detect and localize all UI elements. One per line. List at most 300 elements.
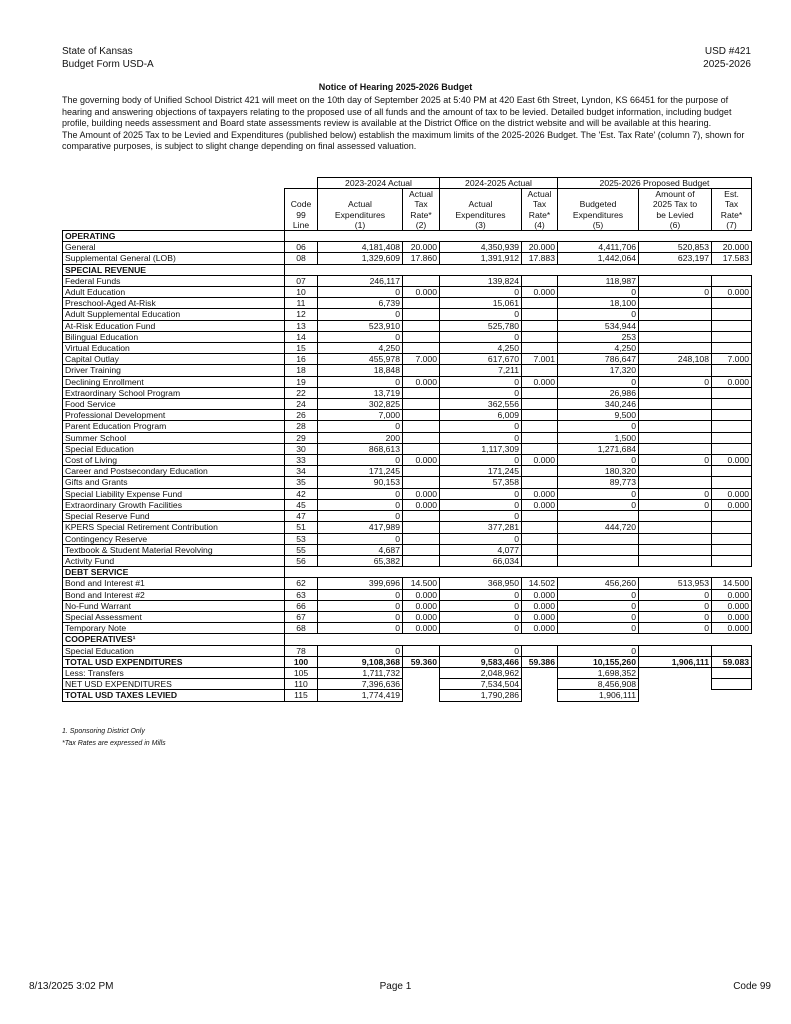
col-4-cell [522,298,558,309]
col-2-cell: 0.000 [403,376,440,387]
fund-label: Bond and Interest #1 [63,578,285,589]
table-row [63,242,752,253]
form-header-right [703,45,751,71]
col-6-cell: 0 [639,589,712,600]
fund-label: Professional Development [63,410,285,421]
col-4-cell [522,275,558,286]
col-5-cell: 253 [558,331,639,342]
net-expenditures-row [63,679,752,690]
code-cell: 07 [285,275,318,286]
col-4-cell [522,320,558,331]
fund-label: Virtual Education [63,343,285,354]
col-1-cell: 0 [318,623,403,634]
code-cell: 22 [285,387,318,398]
transfers-label: Less: Transfers [63,667,285,678]
col-4-cell: 20.000 [522,242,558,253]
col-5-cell [558,533,639,544]
col-7-cell [712,343,752,354]
col-2-cell [403,511,440,522]
fund-label: Temporary Note [63,623,285,634]
col-5-cell: 89,773 [558,477,639,488]
footnote-2: *Tax Rates are expressed in Mills [62,740,166,747]
col-6-cell: 0 [639,499,712,510]
col-3-cell: 4,077 [440,544,522,555]
header-group-row [63,178,752,189]
table-row [63,589,752,600]
col-5-cell: 4,250 [558,343,639,354]
col-6-cell [639,331,712,342]
table-row [63,365,752,376]
fund-label: Special Education [63,443,285,454]
col-4-cell [522,432,558,443]
col-4-cell: 7.001 [522,354,558,365]
col-5-cell: 1,271,684 [558,443,639,454]
table-row [63,511,752,522]
col-7-cell [712,522,752,533]
col-4-cell [522,421,558,432]
col-5-cell: 0 [558,499,639,510]
col-1-cell: 7,000 [318,410,403,421]
col-2-cell [403,320,440,331]
col-3-cell: 525,780 [440,320,522,331]
col-7-cell: 0.000 [712,589,752,600]
col-3-cell: 0 [440,421,522,432]
fund-label: Summer School [63,432,285,443]
col-1-cell: 0 [318,499,403,510]
col-7-cell [712,466,752,477]
col-6-cell [639,466,712,477]
col-2-cell [403,309,440,320]
col-7-cell [712,544,752,555]
col-1-cell: 6,739 [318,298,403,309]
fund-label: Career and Postsecondary Education [63,466,285,477]
col-1-cell: 0 [318,511,403,522]
col-1-cell: 65,382 [318,555,403,566]
col-1-cell: 0 [318,611,403,622]
code-cell: 34 [285,466,318,477]
code-cell: 33 [285,455,318,466]
col-2-cell [403,544,440,555]
col-4-cell [522,343,558,354]
col-2-cell: 0.000 [403,623,440,634]
col-7-cell [712,432,752,443]
col-7-cell [712,399,752,410]
col-7-cell [712,309,752,320]
col-3-cell: 4,350,939 [440,242,522,253]
col-1-cell: 0 [318,376,403,387]
col-6-cell [639,399,712,410]
col-2-cell: 0.000 [403,600,440,611]
col-6-header: Amount of 2025 Tax to be Levied (6) [639,189,712,231]
table-row [63,600,752,611]
code-cell: 115 [285,690,318,701]
fund-label: Contingency Reserve [63,533,285,544]
col-3-cell: 66,034 [440,555,522,566]
col-7-cell [712,387,752,398]
section-label: COOPERATIVES¹ [63,634,285,645]
col-7-cell [712,555,752,566]
col-4-cell [522,399,558,410]
col-6-cell [639,320,712,331]
table-row [63,343,752,354]
col-5-cell: 17,320 [558,365,639,376]
col-3-cell: 0 [440,387,522,398]
col-5-cell: 1,500 [558,432,639,443]
col-3-cell: 9,583,466 [440,656,522,667]
col-7-cell: 0.000 [712,455,752,466]
col-2-cell [403,645,440,656]
table-row [63,645,752,656]
col-2-cell [403,477,440,488]
fund-label: Federal Funds [63,275,285,286]
col-1-cell: 4,250 [318,343,403,354]
code-cell: 35 [285,477,318,488]
col-6-cell [639,387,712,398]
fund-label: Declining Enrollment [63,376,285,387]
col-1-cell: 171,245 [318,466,403,477]
code-cell: 11 [285,298,318,309]
col-2-cell: 0.000 [403,589,440,600]
col-1-cell: 7,396,636 [318,679,403,690]
col-7-blank [712,679,752,690]
col-2-cell: 0.000 [403,488,440,499]
col-7-cell [712,421,752,432]
transfers-row [63,667,752,678]
code-cell: 67 [285,611,318,622]
col-1-cell: 246,117 [318,275,403,286]
table-row [63,499,752,510]
col-4-cell: 0.000 [522,455,558,466]
fiscal-year-label: 2025-2026 [703,59,751,70]
intro-text [62,95,752,153]
col-4-cell: 59.386 [522,656,558,667]
fund-label: Cost of Living [63,455,285,466]
col-1-header: Actual Expenditures (1) [318,189,403,231]
col-3-cell: 0 [440,589,522,600]
fund-label: At-Risk Education Fund [63,320,285,331]
col-7-cell [712,298,752,309]
code-cell: 78 [285,645,318,656]
code-cell: 08 [285,253,318,264]
col-7-cell: 0.000 [712,488,752,499]
col-3-cell: 368,950 [440,578,522,589]
fund-label: Bilingual Education [63,331,285,342]
col-5-cell [558,544,639,555]
col-5-cell: 118,987 [558,275,639,286]
col-7-cell [712,443,752,454]
col-6-cell: 248,108 [639,354,712,365]
col-2-cell [403,421,440,432]
col-5-cell [558,511,639,522]
district-label: USD #421 [704,46,751,57]
code-cell: 55 [285,544,318,555]
col-5-cell: 0 [558,309,639,320]
col-4-cell [522,410,558,421]
fund-label: KPERS Special Retirement Contribution [63,522,285,533]
col-6-cell [639,522,712,533]
col-1-cell: 0 [318,421,403,432]
col-2-cell: 20.000 [403,242,440,253]
fund-label: Adult Supplemental Education [63,309,285,320]
col-3-cell: 0 [440,376,522,387]
fund-label: Food Service [63,399,285,410]
col-3-cell: 0 [440,499,522,510]
col-3-cell: 377,281 [440,522,522,533]
code-cell: 13 [285,320,318,331]
col-6-cell: 0 [639,455,712,466]
col-6-cell: 623,197 [639,253,712,264]
col-7-cell: 0.000 [712,376,752,387]
col-3-cell: 0 [440,331,522,342]
col-4-cell [522,533,558,544]
col-4-cell: 0.000 [522,611,558,622]
col-3-cell: 7,534,504 [440,679,522,690]
col-3-cell: 0 [440,455,522,466]
col-7-cell: 7.000 [712,354,752,365]
table-row [63,522,752,533]
col-7-cell: 0.000 [712,611,752,622]
total-label: TOTAL USD EXPENDITURES [63,656,285,667]
col-7-cell [712,365,752,376]
col-5-cell: 444,720 [558,522,639,533]
col-3-cell: 4,250 [440,343,522,354]
col-7-cell: 17.583 [712,253,752,264]
table-row [63,533,752,544]
col-3-cell: 6,009 [440,410,522,421]
col-1-cell: 0 [318,533,403,544]
table-row [63,253,752,264]
col-7-blank [712,667,752,678]
col-7-cell: 0.000 [712,499,752,510]
col-1-cell: 0 [318,309,403,320]
col-3-cell: 2,048,962 [440,667,522,678]
col-5-cell: 8,456,908 [558,679,639,690]
code-cell: 15 [285,343,318,354]
col-2-cell [403,399,440,410]
code-cell: 28 [285,421,318,432]
col-1-cell: 0 [318,645,403,656]
table-row [63,466,752,477]
col-2-cell [403,331,440,342]
col-7-cell [712,477,752,488]
code-cell: 10 [285,287,318,298]
col-5-cell: 534,944 [558,320,639,331]
col-7-cell [712,511,752,522]
fund-label: Driver Training [63,365,285,376]
col-6-cell [639,555,712,566]
table-row [63,488,752,499]
col-3-cell: 0 [440,611,522,622]
section-header-row [63,264,752,275]
section-header-row [63,634,752,645]
table-row [63,555,752,566]
col-3-cell: 7,211 [440,365,522,376]
col-6-cell: 0 [639,600,712,611]
col-5-header: Budgeted Expenditures (5) [558,189,639,231]
code-cell: 62 [285,578,318,589]
table-row [63,421,752,432]
budget-table-body [63,231,752,657]
col-1-cell: 18,848 [318,365,403,376]
col-6-cell [639,298,712,309]
col-2-cell [403,387,440,398]
col-5-cell: 340,246 [558,399,639,410]
col-4-header: Actual Tax Rate* (4) [522,189,558,231]
fund-label: Special Education [63,645,285,656]
col-5-cell: 9,500 [558,410,639,421]
col-4-cell: 14.502 [522,578,558,589]
col-4-cell: 0.000 [522,623,558,634]
col-5-cell: 4,411,706 [558,242,639,253]
section-label: SPECIAL REVENUE [63,264,285,275]
section-label: OPERATING [63,231,285,242]
col-1-cell: 13,719 [318,387,403,398]
section-label: DEBT SERVICE [63,567,285,578]
print-date: 8/13/2025 3:02 PM [29,981,114,992]
col-5-cell: 0 [558,455,639,466]
col-3-cell: 0 [440,432,522,443]
table-row [63,544,752,555]
col-3-cell: 0 [440,287,522,298]
col-5-cell: 1,906,111 [558,690,639,701]
col-5-cell: 0 [558,623,639,634]
fund-label: Parent Education Program [63,421,285,432]
col-5-cell: 0 [558,600,639,611]
code-cell: 68 [285,623,318,634]
code-cell: 16 [285,354,318,365]
col-4-cell [522,511,558,522]
intro-paragraph-2: The Amount of 2025 Tax to be Levied and Expenditures (published below) establish the maximum limits of the 2025-2026 Budget. The 'Est. Tax Rate' (column 7), shown for comparative purposes, is subject to slight change depending on final assessed valuation. [62,129,745,151]
code-cell: 24 [285,399,318,410]
col-1-cell: 0 [318,589,403,600]
fund-label: Special Reserve Fund [63,511,285,522]
col-2-cell: 7.000 [403,354,440,365]
table-row [63,287,752,298]
col-3-cell: 139,824 [440,275,522,286]
col-3-cell: 362,556 [440,399,522,410]
col-5-cell: 0 [558,611,639,622]
col-7-cell [712,331,752,342]
page-title: Notice of Hearing 2025-2026 Budget [318,82,473,92]
col-1-cell: 0 [318,331,403,342]
table-row [63,387,752,398]
col-2-cell [403,432,440,443]
col-6-cell [639,533,712,544]
fund-label: Supplemental General (LOB) [63,253,285,264]
col-6-cell [639,343,712,354]
col-1-cell: 90,153 [318,477,403,488]
col-6-cell: 0 [639,611,712,622]
fund-label: Extraordinary School Program [63,387,285,398]
col-7-cell [712,410,752,421]
form-label: Budget Form USD-A [62,59,154,70]
group-2024-2025: 2024-2025 Actual [440,178,558,189]
col-2-cell: 0.000 [403,455,440,466]
col-1-cell: 302,825 [318,399,403,410]
col-6-cell: 513,953 [639,578,712,589]
col-7-cell: 20.000 [712,242,752,253]
code-cell: 14 [285,331,318,342]
col-5-cell: 26,986 [558,387,639,398]
col-4-cell [522,331,558,342]
col-4-cell [522,645,558,656]
col-2-cell [403,343,440,354]
code-cell: 53 [285,533,318,544]
col-5-cell: 1,442,064 [558,253,639,264]
net-label: NET USD EXPENDITURES [63,679,285,690]
table-row [63,410,752,421]
total-expenditures-row [63,656,752,667]
col-4-cell [522,365,558,376]
col-2-cell: 59.360 [403,656,440,667]
col-5-cell: 786,647 [558,354,639,365]
code-cell: 47 [285,511,318,522]
header-column-row [63,189,752,231]
col-2-cell [403,298,440,309]
col-7-cell: 0.000 [712,623,752,634]
code-cell: 06 [285,242,318,253]
table-row [63,623,752,634]
col-6-cell [639,309,712,320]
code-cell: 100 [285,656,318,667]
fund-label: No-Fund Warrant [63,600,285,611]
col-3-cell: 15,061 [440,298,522,309]
col-2-cell [403,555,440,566]
col-3-cell: 1,790,286 [440,690,522,701]
budget-table [62,177,752,702]
col-1-cell: 0 [318,488,403,499]
col-1-cell: 455,978 [318,354,403,365]
col-5-cell: 180,320 [558,466,639,477]
col-4-cell: 0.000 [522,287,558,298]
code-cell: 105 [285,667,318,678]
col-4-cell: 0.000 [522,499,558,510]
col-7-cell: 0.000 [712,287,752,298]
section-header-row [63,567,752,578]
col-1-cell: 4,687 [318,544,403,555]
col-7-cell: 59.083 [712,656,752,667]
col-5-cell: 0 [558,645,639,656]
code-cell: 56 [285,555,318,566]
col-3-cell: 57,358 [440,477,522,488]
fund-label: Gifts and Grants [63,477,285,488]
col-5-cell: 0 [558,376,639,387]
col-3-header: Actual Expenditures (3) [440,189,522,231]
fund-label: Capital Outlay [63,354,285,365]
col-7-cell: 14.500 [712,578,752,589]
code-cell: 18 [285,365,318,376]
col-6-cell: 0 [639,287,712,298]
footnote-1: 1. Sponsoring District Only [62,728,145,735]
code-cell: 63 [285,589,318,600]
taxes-label: TOTAL USD TAXES LEVIED [63,690,285,701]
col-4-cell: 0.000 [522,376,558,387]
col-7-cell [712,533,752,544]
col-5-cell: 1,698,352 [558,667,639,678]
col-7-cell [712,275,752,286]
fund-label: Bond and Interest #2 [63,589,285,600]
table-row [63,477,752,488]
col-1-cell: 1,711,732 [318,667,403,678]
page-number: Page 1 [379,981,412,992]
table-row [63,432,752,443]
fund-label: Textbook & Student Material Revolving [63,544,285,555]
col-4-cell: 0.000 [522,589,558,600]
col-1-cell: 0 [318,455,403,466]
col-6-cell [639,511,712,522]
col-1-cell: 868,613 [318,443,403,454]
table-row [63,275,752,286]
